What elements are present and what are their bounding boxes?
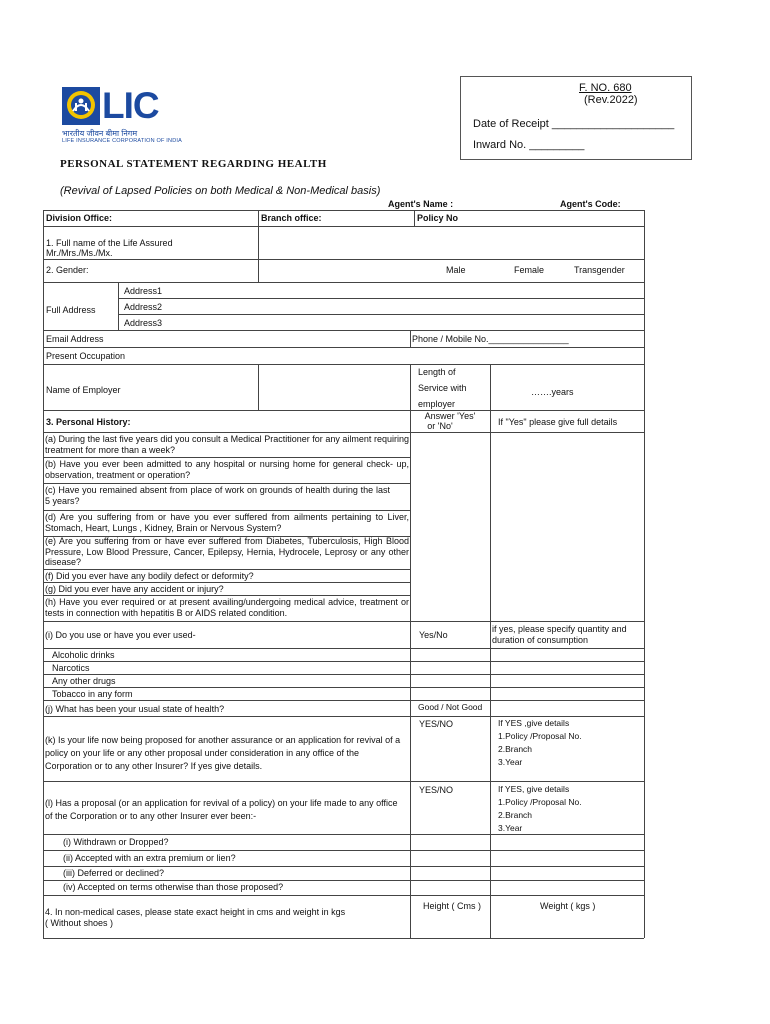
- present-occupation-label: Present Occupation: [46, 351, 126, 361]
- question-3k-details-line1: If YES ,give details: [498, 718, 570, 728]
- question-3l-details-line1: If YES, give details: [498, 784, 570, 794]
- full-address-label: Full Address: [46, 305, 96, 315]
- question-3l-iii: (iii) Deferred or declined?: [63, 868, 165, 878]
- grid-line: [414, 210, 415, 226]
- answer-yes-no-header-line1: Answer 'Yes': [424, 411, 476, 421]
- page-subtitle: (Revival of Lapsed Policies on both Medical & Non-Medical basis): [60, 185, 381, 197]
- division-office-label: Division Office:: [46, 213, 113, 223]
- grid-line: [43, 674, 644, 675]
- grid-line: [43, 569, 410, 570]
- grid-line: [43, 866, 644, 867]
- substance-alcoholic-drinks: Alcoholic drinks: [52, 650, 115, 660]
- weight-kgs-label: Weight ( kgs ): [540, 901, 596, 911]
- substance-other-drugs: Any other drugs: [52, 676, 116, 686]
- grid-line: [43, 687, 644, 688]
- form-revision: (Rev.2022): [584, 94, 638, 106]
- height-cms-label: Height ( Cms ): [423, 901, 482, 911]
- question-3l-details-line4: 3.Year: [498, 823, 523, 833]
- gender-option-female[interactable]: Female: [514, 265, 545, 275]
- grid-line: [43, 510, 410, 511]
- grid-line: [43, 259, 644, 260]
- question-3g: (g) Did you ever have any accident or injury?: [45, 584, 224, 594]
- answer-yes-no-header-line2: or 'No': [427, 421, 453, 431]
- grid-line: [118, 298, 644, 299]
- question-3j-answer-options[interactable]: Good / Not Good: [418, 702, 483, 712]
- date-of-receipt-field[interactable]: Date of Receipt ____________________: [473, 118, 675, 130]
- question-3j: (j) What has been your usual state of health?: [45, 704, 225, 714]
- question-3b: (b) Have you ever been admitted to any hospital or nursing home for general check- up, observation, treatment or operation?: [45, 459, 409, 480]
- question-3i: (i) Do you use or have you ever used-: [45, 630, 196, 640]
- grid-line: [43, 457, 410, 458]
- address1-label: Address1: [124, 286, 163, 296]
- question-3k-details-line4: 3.Year: [498, 757, 523, 767]
- grid-line: [410, 364, 411, 938]
- question-4-line2: ( Without shoes ): [45, 918, 114, 928]
- grid-line: [43, 226, 644, 227]
- question-3i-yes-no: Yes/No: [419, 630, 448, 640]
- grid-line: [118, 282, 119, 330]
- page-title: PERSONAL STATEMENT REGARDING HEALTH: [60, 158, 327, 170]
- question-3k: (k) Is your life now being proposed for another assurance or an application for revival of a policy on your life or any other proposal under consideration in any office of the Corporation or to any other Insurer? If yes give details.: [45, 735, 401, 771]
- grid-line: [258, 226, 259, 282]
- grid-line: [490, 364, 491, 938]
- question-3i-details-header: if yes, please specify quantity and duration of consumption: [492, 624, 627, 645]
- question-3l: (l) Has a proposal (or an application for revival of a policy) on your life made to any office of the Corporation or to any other Insurer ever been:-: [45, 798, 398, 821]
- full-name-title-options: Mr./Mrs./Ms./Mx.: [46, 248, 113, 258]
- lic-english-name: LIFE INSURANCE CORPORATION OF INDIA: [62, 138, 182, 144]
- gender-option-male[interactable]: Male: [446, 265, 466, 275]
- question-3l-ii: (ii) Accepted with an extra premium or lien?: [63, 853, 236, 863]
- question-3a: (a) During the last five years did you consult a Medical Practitioner for any ailment requiring treatment for more than a week?: [45, 434, 409, 455]
- grid-line: [43, 716, 644, 717]
- question-3l-details-line2: 1.Policy /Proposal No.: [498, 797, 582, 807]
- email-address-label: Email Address: [46, 334, 104, 344]
- question-3h: (h) Have you ever required or at present availing/undergoing medical advice, treatment or tests in connection with hepatitis B or AIDS related condition.: [45, 597, 409, 618]
- substance-narcotics: Narcotics: [52, 663, 90, 673]
- personal-history-label: 3. Personal History:: [46, 417, 131, 427]
- question-3k-details-line3: 2.Branch: [498, 744, 533, 754]
- inward-no-field[interactable]: Inward No. _________: [473, 139, 585, 151]
- full-details-header: If "Yes" please give full details: [498, 417, 618, 427]
- agent-code-label: Agent's Code:: [560, 199, 621, 209]
- question-3f: (f) Did you ever have any bodily defect or deformity?: [45, 571, 254, 581]
- grid-line: [258, 364, 259, 410]
- question-3e: (e) Are you suffering from or have ever suffered from Diabetes, Tuberculosis, High Blood Pressure, Low Blood Pressure, Cancer, Epilepsy, Hernia, Hydrocele, Leprosy or any other disease?: [45, 536, 409, 567]
- grid-line: [43, 210, 44, 938]
- grid-line: [43, 432, 644, 433]
- employer-name-label: Name of Employer: [46, 385, 121, 395]
- full-name-label: 1. Full name of the Life Assured: [46, 238, 173, 248]
- grid-line: [43, 282, 644, 283]
- service-years-field[interactable]: …….years: [531, 387, 574, 397]
- grid-line: [43, 347, 644, 348]
- question-4-line1: 4. In non-medical cases, please state exact height in cms and weight in kgs: [45, 907, 346, 917]
- grid-line: [43, 582, 410, 583]
- grid-line: [43, 895, 644, 896]
- grid-line: [43, 661, 644, 662]
- grid-line: [118, 314, 644, 315]
- grid-line: [410, 330, 411, 347]
- grid-line: [258, 210, 259, 226]
- grid-line: [43, 880, 644, 881]
- gender-option-transgender[interactable]: Transgender: [574, 265, 625, 275]
- grid-line: [43, 330, 644, 331]
- policy-no-label: Policy No: [417, 213, 459, 223]
- grid-line: [43, 595, 410, 596]
- agent-name-label: Agent's Name :: [388, 199, 454, 209]
- grid-line: [43, 648, 644, 649]
- form-number: F. NO. 680: [579, 82, 632, 94]
- grid-line: [43, 364, 644, 365]
- grid-line: [43, 483, 410, 484]
- grid-line: [644, 210, 645, 938]
- question-3l-iv: (iv) Accepted on terms otherwise than those proposed?: [63, 882, 284, 892]
- question-3c: (c) Have you remained absent from place of work on grounds of health during the last 5 years?: [45, 485, 390, 506]
- grid-line: [43, 781, 644, 782]
- question-3l-details-line3: 2.Branch: [498, 810, 533, 820]
- question-3l-i: (i) Withdrawn or Dropped?: [63, 837, 169, 847]
- grid-line: [43, 410, 644, 411]
- substance-tobacco: Tobacco in any form: [52, 689, 133, 699]
- question-3l-yes-no[interactable]: YES/NO: [419, 785, 454, 795]
- lic-hindi-name: भारतीय जीवन बीमा निगम: [62, 129, 138, 138]
- length-of-service-line3: employer: [418, 399, 456, 409]
- question-3d: (d) Are you suffering from or have you ever suffered from ailments pertaining to Liver, Stomach, Heart, Lungs , Kidney, Brain or Nervous System?: [45, 512, 409, 533]
- grid-line: [43, 834, 644, 835]
- length-of-service-line1: Length of: [418, 367, 456, 377]
- grid-line: [43, 850, 644, 851]
- question-3k-yes-no[interactable]: YES/NO: [419, 719, 454, 729]
- grid-line: [43, 210, 644, 211]
- length-of-service-line2: Service with: [418, 383, 467, 393]
- lic-logo-text: LIC: [102, 85, 159, 126]
- branch-office-label: Branch office:: [261, 213, 322, 223]
- address2-label: Address2: [124, 302, 163, 312]
- question-3k-details-line2: 1.Policy /Proposal No.: [498, 731, 582, 741]
- grid-line: [43, 938, 644, 939]
- grid-line: [43, 621, 644, 622]
- phone-mobile-field[interactable]: Phone / Mobile No.________________: [412, 334, 569, 344]
- address3-label: Address3: [124, 318, 163, 328]
- gender-label: 2. Gender:: [46, 265, 89, 275]
- grid-line: [43, 700, 644, 701]
